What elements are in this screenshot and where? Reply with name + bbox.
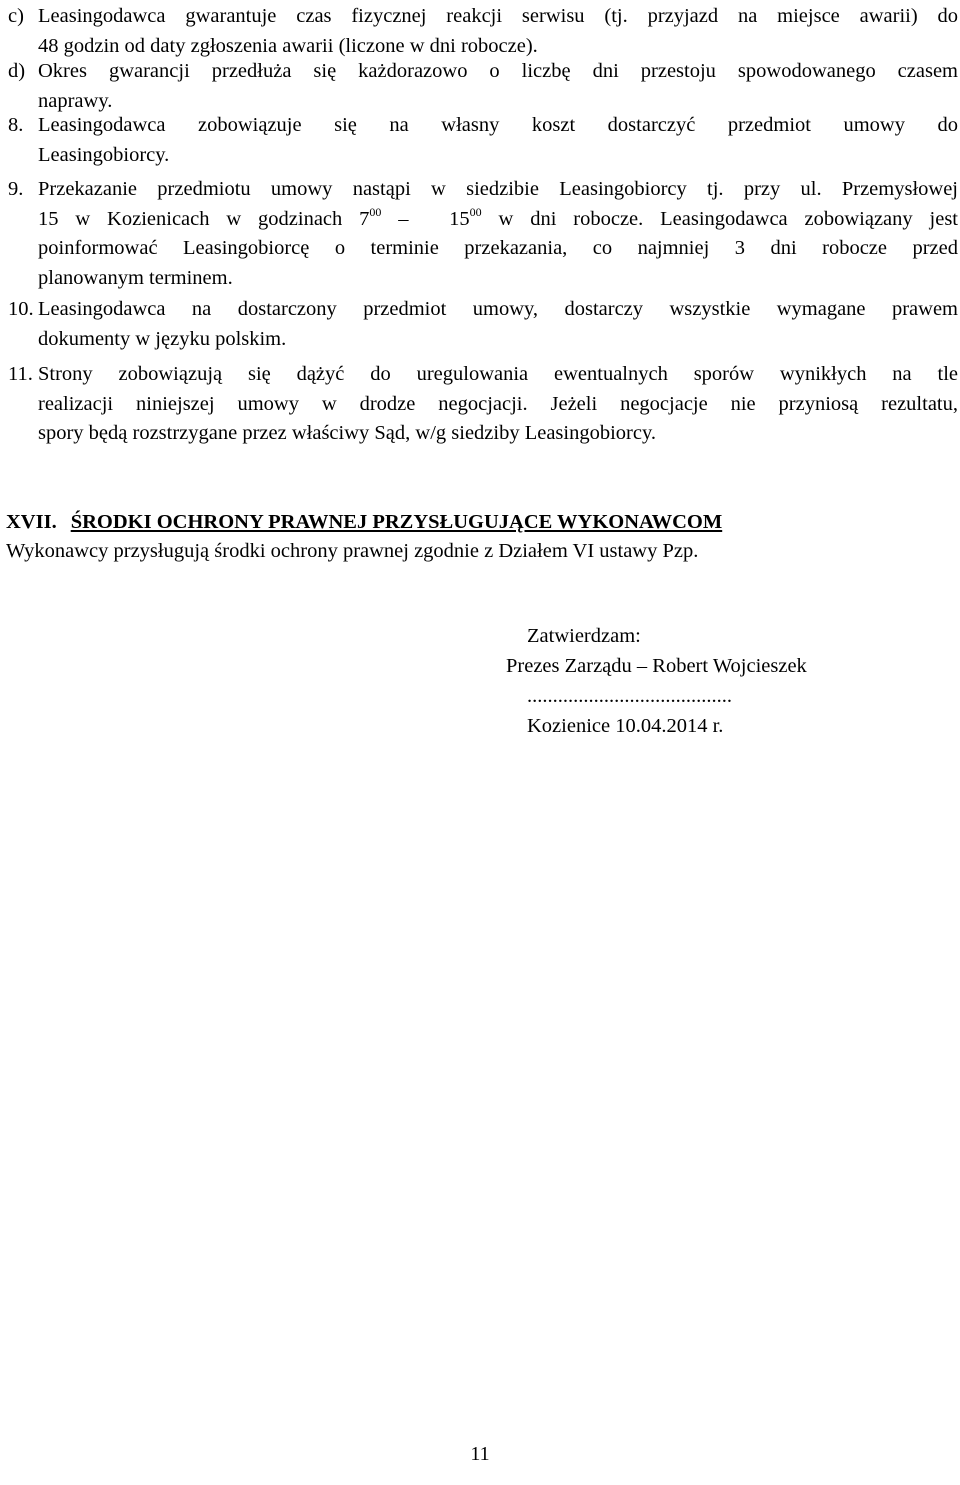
section-title: ŚRODKI OCHRONY PRAWNEJ PRZYSŁUGUJĄCE WYKONAWCOM bbox=[70, 511, 723, 533]
text-line: poinformować Leasingobiorcę o terminie przekazania, co najmniej 3 dni robocze przed bbox=[38, 237, 958, 259]
text-line-hours bbox=[38, 205, 958, 235]
section-heading bbox=[6, 508, 722, 538]
page-number: 11 bbox=[470, 1443, 490, 1465]
text-line: planowanym terminem. bbox=[38, 266, 233, 289]
item-marker: 11. bbox=[8, 363, 33, 385]
item-marker: c) bbox=[8, 5, 24, 27]
approval-label: Zatwierdzam: bbox=[527, 625, 641, 647]
text-line: Strony zobowiązują się dążyć do uregulowania ewentualnych sporów wynikłych na tle bbox=[38, 363, 958, 385]
hours-text: 15 bbox=[449, 207, 470, 230]
item-text bbox=[38, 175, 958, 293]
text-line: Okres gwarancji przedłuża się każdorazowo o liczbę dni przestoju spowodowanego czasem bbox=[38, 60, 958, 82]
hours-text: w dni robocze. Leasingodawca zobowiązany jest bbox=[498, 207, 959, 230]
text-line: Leasingodawca gwarantuje czas fizycznej reakcji serwisu (tj. przyjazd na miejsce awarii) do bbox=[38, 5, 958, 27]
text-line: dokumenty w języku polskim. bbox=[38, 327, 287, 350]
section-text: Wykonawcy przysługują środki ochrony prawnej zgodnie z Działem VI ustawy Pzp. bbox=[6, 540, 699, 562]
text-line: Leasingodawca zobowiązuje się na własny koszt dostarczyć przedmiot umowy do bbox=[38, 114, 958, 136]
item-marker: d) bbox=[8, 60, 26, 82]
place-date: Kozienice 10.04.2014 r. bbox=[527, 715, 724, 737]
item-text bbox=[38, 57, 958, 116]
dash: – bbox=[398, 207, 409, 230]
item-marker: 9. bbox=[8, 178, 24, 200]
list-item-d bbox=[8, 57, 958, 116]
text-line: Przekazanie przedmiotu umowy nastąpi w siedzibie Leasingobiorcy tj. przy ul. Przemysłowej bbox=[38, 178, 958, 200]
signature-line: ........................................ bbox=[527, 685, 732, 707]
text-line: spory będą rozstrzygane przez właściwy Sąd, w/g siedziby Leasingobiorcy. bbox=[38, 422, 657, 444]
text-line: 48 godzin od daty zgłoszenia awarii (liczone w dni robocze). bbox=[38, 34, 538, 57]
list-item-8 bbox=[8, 111, 958, 170]
text-line: naprawy. bbox=[38, 89, 113, 112]
item-marker: 10. bbox=[8, 298, 34, 320]
item-text bbox=[38, 295, 958, 354]
section-number: XVII. bbox=[6, 511, 57, 533]
signature-block bbox=[506, 621, 807, 741]
text-line: Leasingodawca na dostarczony przedmiot umowy, dostarczy wszystkie wymagane prawem bbox=[38, 298, 958, 320]
text-line: realizacji niniejszej umowy w drodze negocjacji. Jeżeli negocjacje nie przyniosą rezultatu, bbox=[38, 392, 958, 415]
item-marker: 8. bbox=[8, 114, 24, 136]
list-item-c bbox=[8, 2, 958, 61]
signatory: Prezes Zarządu – Robert Wojcieszek bbox=[506, 655, 807, 677]
superscript: 00 bbox=[369, 204, 382, 219]
list-item-10 bbox=[8, 295, 958, 354]
superscript: 00 bbox=[469, 204, 482, 219]
item-text bbox=[38, 360, 958, 449]
list-item-9 bbox=[8, 175, 958, 293]
text-line: Leasingobiorcy. bbox=[38, 143, 170, 166]
hours-text: 15 w Kozienicach w godzinach 7 bbox=[38, 207, 370, 230]
list-item-11 bbox=[8, 360, 958, 449]
item-text bbox=[38, 2, 958, 61]
item-text bbox=[38, 111, 958, 170]
